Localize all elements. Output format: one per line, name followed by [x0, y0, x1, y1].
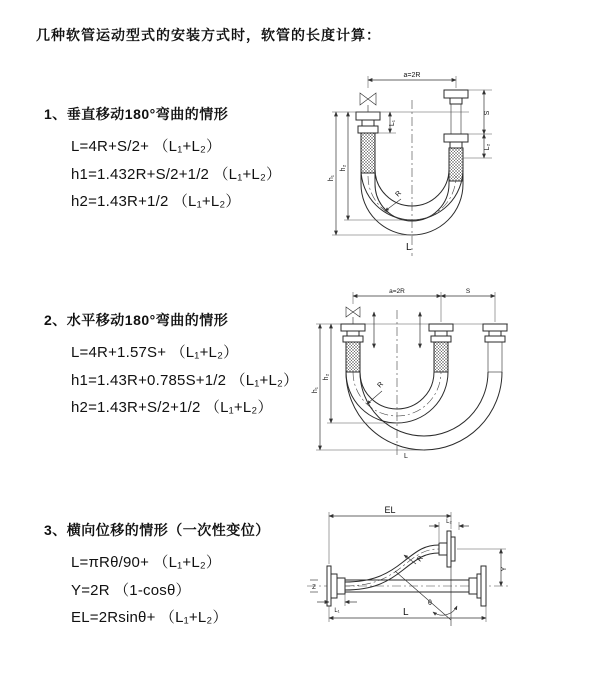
- right-hose-fitting: [444, 90, 468, 181]
- formula-length: L=4R+1.57S+ （L₁+L₂）: [71, 344, 239, 361]
- section-1-heading: 1、垂直移动180°弯曲的情形: [44, 106, 229, 122]
- length-label: L: [404, 453, 408, 460]
- radius-callout: [404, 555, 425, 564]
- right-flange: [469, 566, 486, 606]
- dim-label-h2: h₂: [340, 164, 347, 172]
- radius-label: R: [394, 189, 403, 199]
- radius-callout: [367, 381, 385, 404]
- dim-s: [441, 288, 495, 296]
- dim-label-l1: L₁: [389, 119, 396, 127]
- left-hose-fitting: [356, 112, 380, 173]
- dim-label-l1: L₁: [334, 608, 340, 614]
- dim-label-l2: L₂: [484, 143, 491, 151]
- centerline-mark-label: Z: [312, 585, 316, 591]
- radius-label: R: [416, 554, 425, 564]
- formula-h1: h1=1.432R+S/2+1/2 （L₁+L₂）: [71, 165, 282, 183]
- formula-h2: h2=1.43R+1/2 （L₁+L₂）: [71, 193, 241, 210]
- dim-a-2r: [368, 72, 456, 88]
- dim-label-s: S: [484, 110, 491, 116]
- valve-icon: [360, 93, 376, 112]
- hose-u-bend-displaced: [346, 372, 502, 450]
- dim-l: [329, 606, 486, 622]
- dim-label-a2r: a=2R: [389, 288, 405, 295]
- section-2-heading: 2、水平移动180°弯曲的情形: [44, 312, 229, 328]
- section-3-heading: 3、横向位移的情形（一次性变位）: [44, 522, 270, 538]
- formula-y: Y=2R （1-cosθ）: [71, 581, 191, 599]
- dim-label-y: Y: [501, 566, 508, 572]
- left-hose-fitting: [341, 324, 365, 372]
- section-3: [44, 520, 319, 632]
- dim-label-h1: h₁: [312, 386, 319, 394]
- dim-s: [468, 90, 492, 134]
- dim-h1: [312, 324, 424, 450]
- theta-label: θ: [428, 600, 432, 607]
- dim-label-h1: h₁: [328, 174, 335, 182]
- hose-s-curve-displaced: [345, 545, 439, 590]
- dim-label-h2: h₂: [323, 373, 330, 381]
- valve-icon: [346, 307, 360, 324]
- dim-el: [329, 505, 451, 564]
- formula-length: L=πRθ/90+ （L₁+L₂）: [71, 554, 222, 571]
- diagram-lateral-displacement: [303, 502, 573, 652]
- formula-h1: h1=1.43R+0.785S+1/2 （L₁+L₂）: [71, 371, 299, 389]
- middle-hose-fitting: [429, 324, 453, 372]
- left-flange: [327, 566, 345, 606]
- centerline-mark: [310, 580, 318, 592]
- radius-callout: [385, 190, 403, 211]
- dim-label-l2: L₂: [446, 519, 452, 525]
- dim-l1: [378, 112, 396, 133]
- section-1: [44, 104, 319, 216]
- dim-label-s: S: [465, 288, 471, 295]
- dim-label-a2r: a=2R: [403, 72, 421, 79]
- upper-flange: [439, 531, 455, 567]
- section-2: [44, 310, 319, 422]
- dim-label-l: L: [403, 607, 409, 618]
- right-hose-fitting: [483, 324, 507, 372]
- page-title: 几种软管运动型式的安装方式时，软管的长度计算：: [36, 27, 381, 43]
- formula-el: EL=2Rsinθ+ （L₁+L₂）: [71, 609, 228, 626]
- diagram-vertical-180-bend: [306, 66, 558, 262]
- diagram-horizontal-180-bend: [308, 284, 523, 462]
- length-label: L: [406, 242, 412, 253]
- formula-h2: h2=1.43R+S/2+1/2 （L₁+L₂）: [71, 399, 273, 416]
- formula-length: L=4R+S/2+ （L₁+L₂）: [71, 138, 222, 155]
- radius-label: R: [376, 380, 385, 390]
- dim-label-el: EL: [384, 505, 396, 515]
